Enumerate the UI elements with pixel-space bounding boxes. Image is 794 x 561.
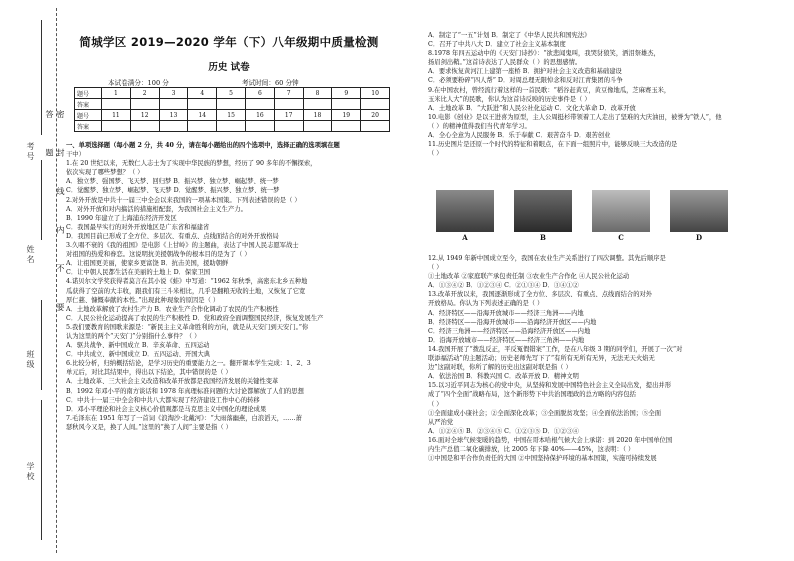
photo-label: B <box>540 233 546 242</box>
school-field[interactable] <box>41 400 42 540</box>
answer-cell[interactable] <box>361 99 390 110</box>
table-row <box>75 110 390 121</box>
school-label: 学校 <box>26 462 35 482</box>
table-cell: 10 <box>361 88 390 99</box>
table-cell: 20 <box>361 110 390 121</box>
answer-cell[interactable] <box>130 99 159 110</box>
question-line: 联添福活动”的主题活动；历史老师先写下了“有所有无所有无异，无法无天火焰无 <box>428 355 655 363</box>
table-cell: 9 <box>332 88 361 99</box>
seal-text: 密 封 线 内 不 要 答 题 <box>45 110 65 325</box>
question-line: 5.我们要教育的国歌来源是：“新民主主义革命胜利的方向，就是从天安门到天安门。”你 <box>66 323 309 331</box>
question-line: 厚仁慈、慷慨奉献的本性。”出现此种现象的原因是（ ） <box>66 296 220 304</box>
answer-cell[interactable] <box>130 121 159 132</box>
question-line: 扬眉剑出鞘。”这首诗表达了人民群众（ ）的思想感情。 <box>428 59 582 67</box>
question-line: A．让祖国更美丽，使家乡更富饶 B．抗击美国，援助朝鲜 <box>66 260 229 268</box>
question-line: （ ） <box>428 400 443 408</box>
left-questions <box>66 141 392 432</box>
table-cell: 11 <box>102 110 131 121</box>
question-line: 4.诺贝尔文学奖获得者莫言在其小说《蛙》中写道：“1962 年秋季，高密东北乡五种地 <box>66 278 308 286</box>
answer-cell[interactable] <box>102 121 131 132</box>
answer-cell[interactable] <box>102 99 131 110</box>
question-line: 12.从 1949 年新中国成立至今，我国在农业生产关系进行了四次调整。其先后顺序是 <box>428 255 666 262</box>
question-line: 干中） <box>66 151 85 159</box>
table-row <box>75 88 390 99</box>
question-line: 1.在 20 世纪以来，无数仁人志士为了实现中华民族的梦想，经历了 90 多年的不懈探索， <box>66 160 317 168</box>
question-line: B．1990 年建立了上海浦东经济开发区 <box>66 214 177 222</box>
question-line: 成了“四个全面”战略布局，这个新形势下中共治国理政的总方略的内容包括 <box>428 391 636 399</box>
question-line: 3.久唱不衰的《我的祖国》是电影《上甘岭》的主题曲，表达了中国人民志愿军战士 <box>66 242 299 250</box>
table-cell: 5 <box>217 88 246 99</box>
question-line: B．1992 年邓小平的南方谈话和 1978 年真理标准问题的大讨论都解放了人们的思想 <box>66 387 304 395</box>
question-line: 对祖国的热爱和眷恋。这说明抗美援朝战争的根本目的是为了（ ） <box>66 251 251 259</box>
exam-time: 考试时间：60 分钟 <box>242 79 299 87</box>
table-cell: 17 <box>274 110 303 121</box>
question-line: 14.我国开展了“拨乱反正，平反冤假错案”工作，是在八年级 3 期的同学们，开展了一次“对 <box>428 345 683 353</box>
exam-title: 简城学区 2019—2020 学年（下）八年级期中质量检测 <box>79 35 379 49</box>
table-cell: 16 <box>245 110 274 121</box>
answer-cell[interactable] <box>159 121 188 132</box>
question-line: A．驱共战争、新中国成立 B．辛亥革命、五四运动 <box>66 342 210 350</box>
question-line: ①土地改革 ②家庭联产承包责任制 ③农业生产合作化 ④人民公社化运动 <box>428 273 630 281</box>
question-line: 13.改革开放以来，我国逐渐形成了全方位、多层次、有重点、点线面结合的对外 <box>428 291 653 299</box>
answer-cell[interactable] <box>303 121 332 132</box>
binding-strip <box>0 0 65 561</box>
table-cell: 3 <box>159 88 188 99</box>
question-line: 单元后，对比其结果中，得出以下结论，其中错误的是（ ） <box>66 369 232 377</box>
photo-c[interactable] <box>592 190 650 232</box>
table-cell: 答案 <box>75 99 102 110</box>
table-cell: 15 <box>217 110 246 121</box>
question-line: 16.面对全球气候变暖的趋势，中国在哥本哈根气候大会上承诺：到 2020 年中国单位国 <box>428 436 673 444</box>
table-cell: 4 <box>188 88 217 99</box>
photo-label: A <box>462 233 468 242</box>
question-line: C．我国最早实行的对外开放地区是广东省和福建省 <box>66 223 210 231</box>
table-cell: 14 <box>188 110 217 121</box>
class-field[interactable] <box>41 300 42 390</box>
table-row <box>75 121 390 132</box>
table-cell: 12 <box>130 110 159 121</box>
answer-cell[interactable] <box>217 99 246 110</box>
answer-cell[interactable] <box>361 121 390 132</box>
answer-cell[interactable] <box>332 99 361 110</box>
question-line: D．邓小平理论和社会主义核心价值观都是马克思主义中国化的理论成果 <box>66 405 267 413</box>
question-line: 瑟秋风今又是，换了人间。”这里的“换了人间”主要是指（ ） <box>66 423 232 431</box>
question-line: 玉米比人大”的民歌，你认为这首诗反映的历史事件是（ ） <box>428 95 591 103</box>
question-line: D．沿海开放城市——经济特区——经济三角洲——内地 <box>428 336 585 344</box>
question-line: 8.1978 年四五运动中的《天安门诗抄》：“欲悲闻鬼叫，我哭豺狼笑，洒泪祭雄杰， <box>428 50 660 58</box>
question-line: C．召开了中共八大 D．建立了社会主义基本制度 <box>428 41 566 49</box>
question-line: 11.历史图片是还原一个时代的特征和着眼点，在下面一组照片中，能够反映三大改造的是 <box>428 141 678 149</box>
question-line: A．全心全意为人民服务 B．乐于奉献 C．艰苦奋斗 D．艰苦创业 <box>428 132 611 140</box>
table-cell: 7 <box>274 88 303 99</box>
question-line: A．经济特区——沿海开放城市——经济三角洲——内地 <box>428 309 584 317</box>
question-line: C．经济三角洲——经济特区——沿海经济开放区——内地 <box>428 327 591 335</box>
answer-cell[interactable] <box>245 121 274 132</box>
answer-cell[interactable] <box>332 121 361 132</box>
question-line: A．对外开放和对内搞活的措施相配套，为我国社会主义生产力。 <box>66 205 247 213</box>
question-line: C．让中朝人民都生活在美丽的土地上 D．保家卫国 <box>66 269 211 277</box>
photo-label: D <box>695 233 703 242</box>
table-cell: 18 <box>303 110 332 121</box>
full-score: 本试卷满分：100 分 <box>108 79 169 87</box>
question-line: C．中共十一届三中全会和中共八大都实现了经济建设工作中心的转移 <box>66 396 260 404</box>
question-line: A．①③④② B．①②③④ C．②①③④ D．③④①② <box>428 282 579 290</box>
table-cell: 题号 <box>75 110 102 121</box>
question-line: （ ） <box>428 150 443 158</box>
name-field[interactable] <box>41 160 42 240</box>
question-line: A．土地改革、三大社会主义改造和改革开放都是我国经济发展的关键性变革 <box>66 378 279 386</box>
question-line: C．觉醒梦、独立梦、崛起梦、飞天梦 D．觉醒梦、振兴梦、独立梦、统一梦 <box>66 187 280 195</box>
question-line: 依次实现了哪些梦想？（ ） <box>66 169 144 177</box>
answer-table <box>74 87 390 132</box>
name-label: 姓名 <box>26 245 35 265</box>
photo-b[interactable] <box>514 190 572 232</box>
answer-cell[interactable] <box>188 99 217 110</box>
question-line: C．中共成立、新中国成立 D．五四运动、开国大典 <box>66 351 211 359</box>
table-cell: 答案 <box>75 121 102 132</box>
question-line: A．制定了“一五”计划 B．制定了《中华人民共和国宪法》 <box>428 32 591 39</box>
right-questions-bottom <box>428 254 778 463</box>
right-questions-top <box>428 31 778 158</box>
photo-a[interactable] <box>436 190 494 232</box>
question-line: 9.在中国农村，曾经流行着这样的一首民歌：“稻谷赶黄豆，黄豆像地瓜，芝麻赛玉米， <box>428 86 671 94</box>
table-row <box>75 99 390 110</box>
question-line: 2.对外开放是中共十一届三中全会以来我国的一项基本国策。下列表述错误的是（ ） <box>66 196 301 204</box>
answer-cell[interactable] <box>274 99 303 110</box>
question-line: B．经济特区——沿海开放城市——沿海经济开放区——内地 <box>428 318 597 326</box>
question-line: 边”这副对联，你所了解的历史出这副对联是指（ ） <box>428 364 572 372</box>
question-line: ①中国是和平合作负责任的大国 ②中国坚持保护环境的基本国策，实施可持续发展 <box>428 455 657 463</box>
section-heading: 一、单项选择题（每小题 2 分，共 40 分，请在每小题给出的四个选项中，选择正确的选项填在题 <box>66 142 340 149</box>
answer-cell[interactable] <box>245 99 274 110</box>
question-line: （ ） <box>428 264 443 272</box>
question-line: A．土地改革解放了农村生产力 B．农业生产合作化调动了农民的生产积极性 <box>66 305 279 313</box>
table-cell: 19 <box>332 110 361 121</box>
question-line: A．①②④⑤ B．②③④⑤ C．①②③⑤ D．①②③④ <box>428 427 579 435</box>
question-line: 10.电影《创业》是以王进喜为原型，主人公周挺杉带领着工人走出了坚难的大庆油田，被誉为“铁人”，他 <box>428 113 722 121</box>
exam-no-field[interactable] <box>41 20 42 135</box>
question-line: （ ）的精神值得我们当代青年学习。 <box>428 122 531 130</box>
question-line: 开放格局。你认为下列表述正确的是（ ） <box>428 300 544 308</box>
question-line: 瓜获得了空前的大丰收，跟我们有三斗米相比，几乎是翻粮无收的土地，又恢复了它宽 <box>66 287 306 295</box>
answer-cell[interactable] <box>303 99 332 110</box>
exam-no-label: 考号 <box>26 142 35 162</box>
answer-cell[interactable] <box>188 121 217 132</box>
table-cell: 6 <box>245 88 274 99</box>
question-line: 内生产总值二氧化碳排放，比 2005 年下降 40%——45%，这表明：（ ） <box>428 445 635 453</box>
photo-d[interactable] <box>670 190 728 232</box>
question-line: C．人民公社化运动提高了农民的生产积极性 D．党和政府全面调整国民经济，恢复发展生产 <box>66 314 324 322</box>
table-cell: 8 <box>303 88 332 99</box>
question-line: ①全面建成小康社会；②全面深化改革；③全面脱贫攻坚；④全面依法治国；⑤全面 <box>428 409 661 417</box>
question-line: A．独立梦、强国梦、飞天梦、回归梦 B．振兴梦、独立梦、崛起梦、统一梦 <box>66 178 279 186</box>
table-cell: 13 <box>159 110 188 121</box>
question-line: 15.以习近平同志为核心的党中央，从坚持和发展中国特色社会主义全局出发，提出并形 <box>428 382 671 390</box>
question-line: A．土地改革 B．“大跃进”和人民公社化运动 C．文化大革命 D．改革开放 <box>428 104 636 112</box>
table-cell: 题号 <box>75 88 102 99</box>
question-line: A．要求恢复黄河江上建第一座桥 B．拥护对社会主义改造和基础建设 <box>428 68 622 76</box>
class-label: 班级 <box>26 350 35 370</box>
answer-cell[interactable] <box>159 99 188 110</box>
photo-label: C <box>618 233 624 242</box>
question-line: 6.比较分析，归纳概括结论，是学习历史的重要能力之一。翻开课本学生完成：1、2、3 <box>66 360 311 368</box>
table-cell: 2 <box>130 88 159 99</box>
question-line: 7.毛泽东在 1951 年写了一首词《浪淘沙·北戴河》：“大雨落幽燕，白浪滔天，……萧 <box>66 414 302 422</box>
question-line: D．我国目前已形成了全方位、多层次、有重点、点线面结合的对外开放格局 <box>66 232 279 240</box>
table-cell: 1 <box>102 88 131 99</box>
answer-cell[interactable] <box>274 121 303 132</box>
history-photo-row <box>436 190 736 242</box>
question-line: A．依法治国 B．科教兴国 C．改革开放 D．精神文明 <box>428 373 579 381</box>
question-line: 认为这里的两个“天安门”分别指什么事件？（ ） <box>66 332 201 340</box>
question-line: 从严治党 <box>428 418 454 426</box>
question-line: C．必须要粉碎“四人帮” D．对周总理无限悼念和反对江青集团的斗争 <box>428 77 623 85</box>
exam-subtitle: 历史 试卷 <box>208 62 250 73</box>
answer-cell[interactable] <box>217 121 246 132</box>
